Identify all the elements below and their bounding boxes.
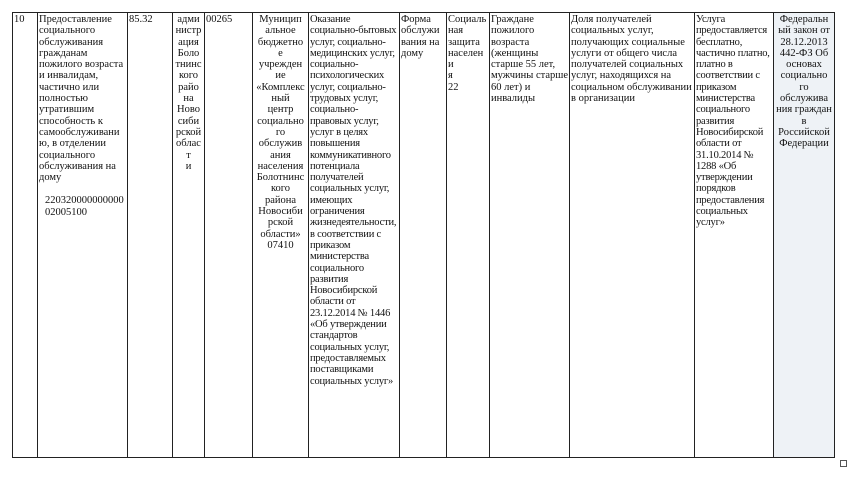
org-code: 00265 xyxy=(205,13,253,458)
row-number: 10 xyxy=(13,13,38,458)
recipients-cell: Граждане пожилого возраста (женщины старше 55 лет, мужчины старше 60 лет) и инвалиды xyxy=(490,13,570,458)
service-form-cell: Форма обслужи вания на дому xyxy=(400,13,447,458)
institution-cell: Муницип альное бюджетно е учрежден ие «Комплекс ный центр социально го обслужив ания населения Болотнинс кого района Новосиби рской области» 07410 xyxy=(253,13,309,458)
payment-cell: Услуга предоставляется бесплатно, частично платно, платно в соответствии с приказом министерства социального развития Новосибирской области от 31.10.2014 № 1288 «Об утверждении порядков предоставления социальных услуг» xyxy=(695,13,774,458)
service-code: 22032000000000002005100 xyxy=(45,195,124,218)
okved-code: 85.32 xyxy=(128,13,173,458)
services-register-table xyxy=(12,12,835,458)
law-cell: Федеральн ый закон от 28.12.2013 442-ФЗ Об основах социально го обслужива ния граждан в Российской Федерации xyxy=(774,13,835,458)
service-name-cell xyxy=(38,13,128,458)
administration-cell: адми нистр ация Боло тнинс кого райо на Ново сиби рской област и xyxy=(173,13,205,458)
service-name: Предоставление социального обслуживания гражданам пожилого возраста и инвалидам, частично или полностью утратившим способность к самообслуживанию, в отделении социального обслуживания на дому xyxy=(39,14,124,184)
services-content-cell: Оказание социально-бытовых услуг, социально-медицинских услуг, социально-психологических услуг, социально-трудовых услуг, социально-правовых услуг, услуг в целях повышения коммуникативного потенциала получателей социальных услуг, имеющих ограничения жизнедеятельности, в соответствии с приказом министерства социального развития Новосибирской области от 23.12.2014 № 1446 «Об утверждении стандартов социальных услуг, предоставляемых поставщиками социальных услуг» xyxy=(309,13,400,458)
table-row xyxy=(13,13,835,458)
table-resize-handle[interactable] xyxy=(840,460,847,467)
category-cell: Социаль ная защита населени я 22 xyxy=(447,13,490,458)
indicator-cell: Доля получателей социальных услуг, получающих социальные услуги от общего числа получателей социальных услуг, находящихся на социальном обслуживании в организации xyxy=(570,13,695,458)
